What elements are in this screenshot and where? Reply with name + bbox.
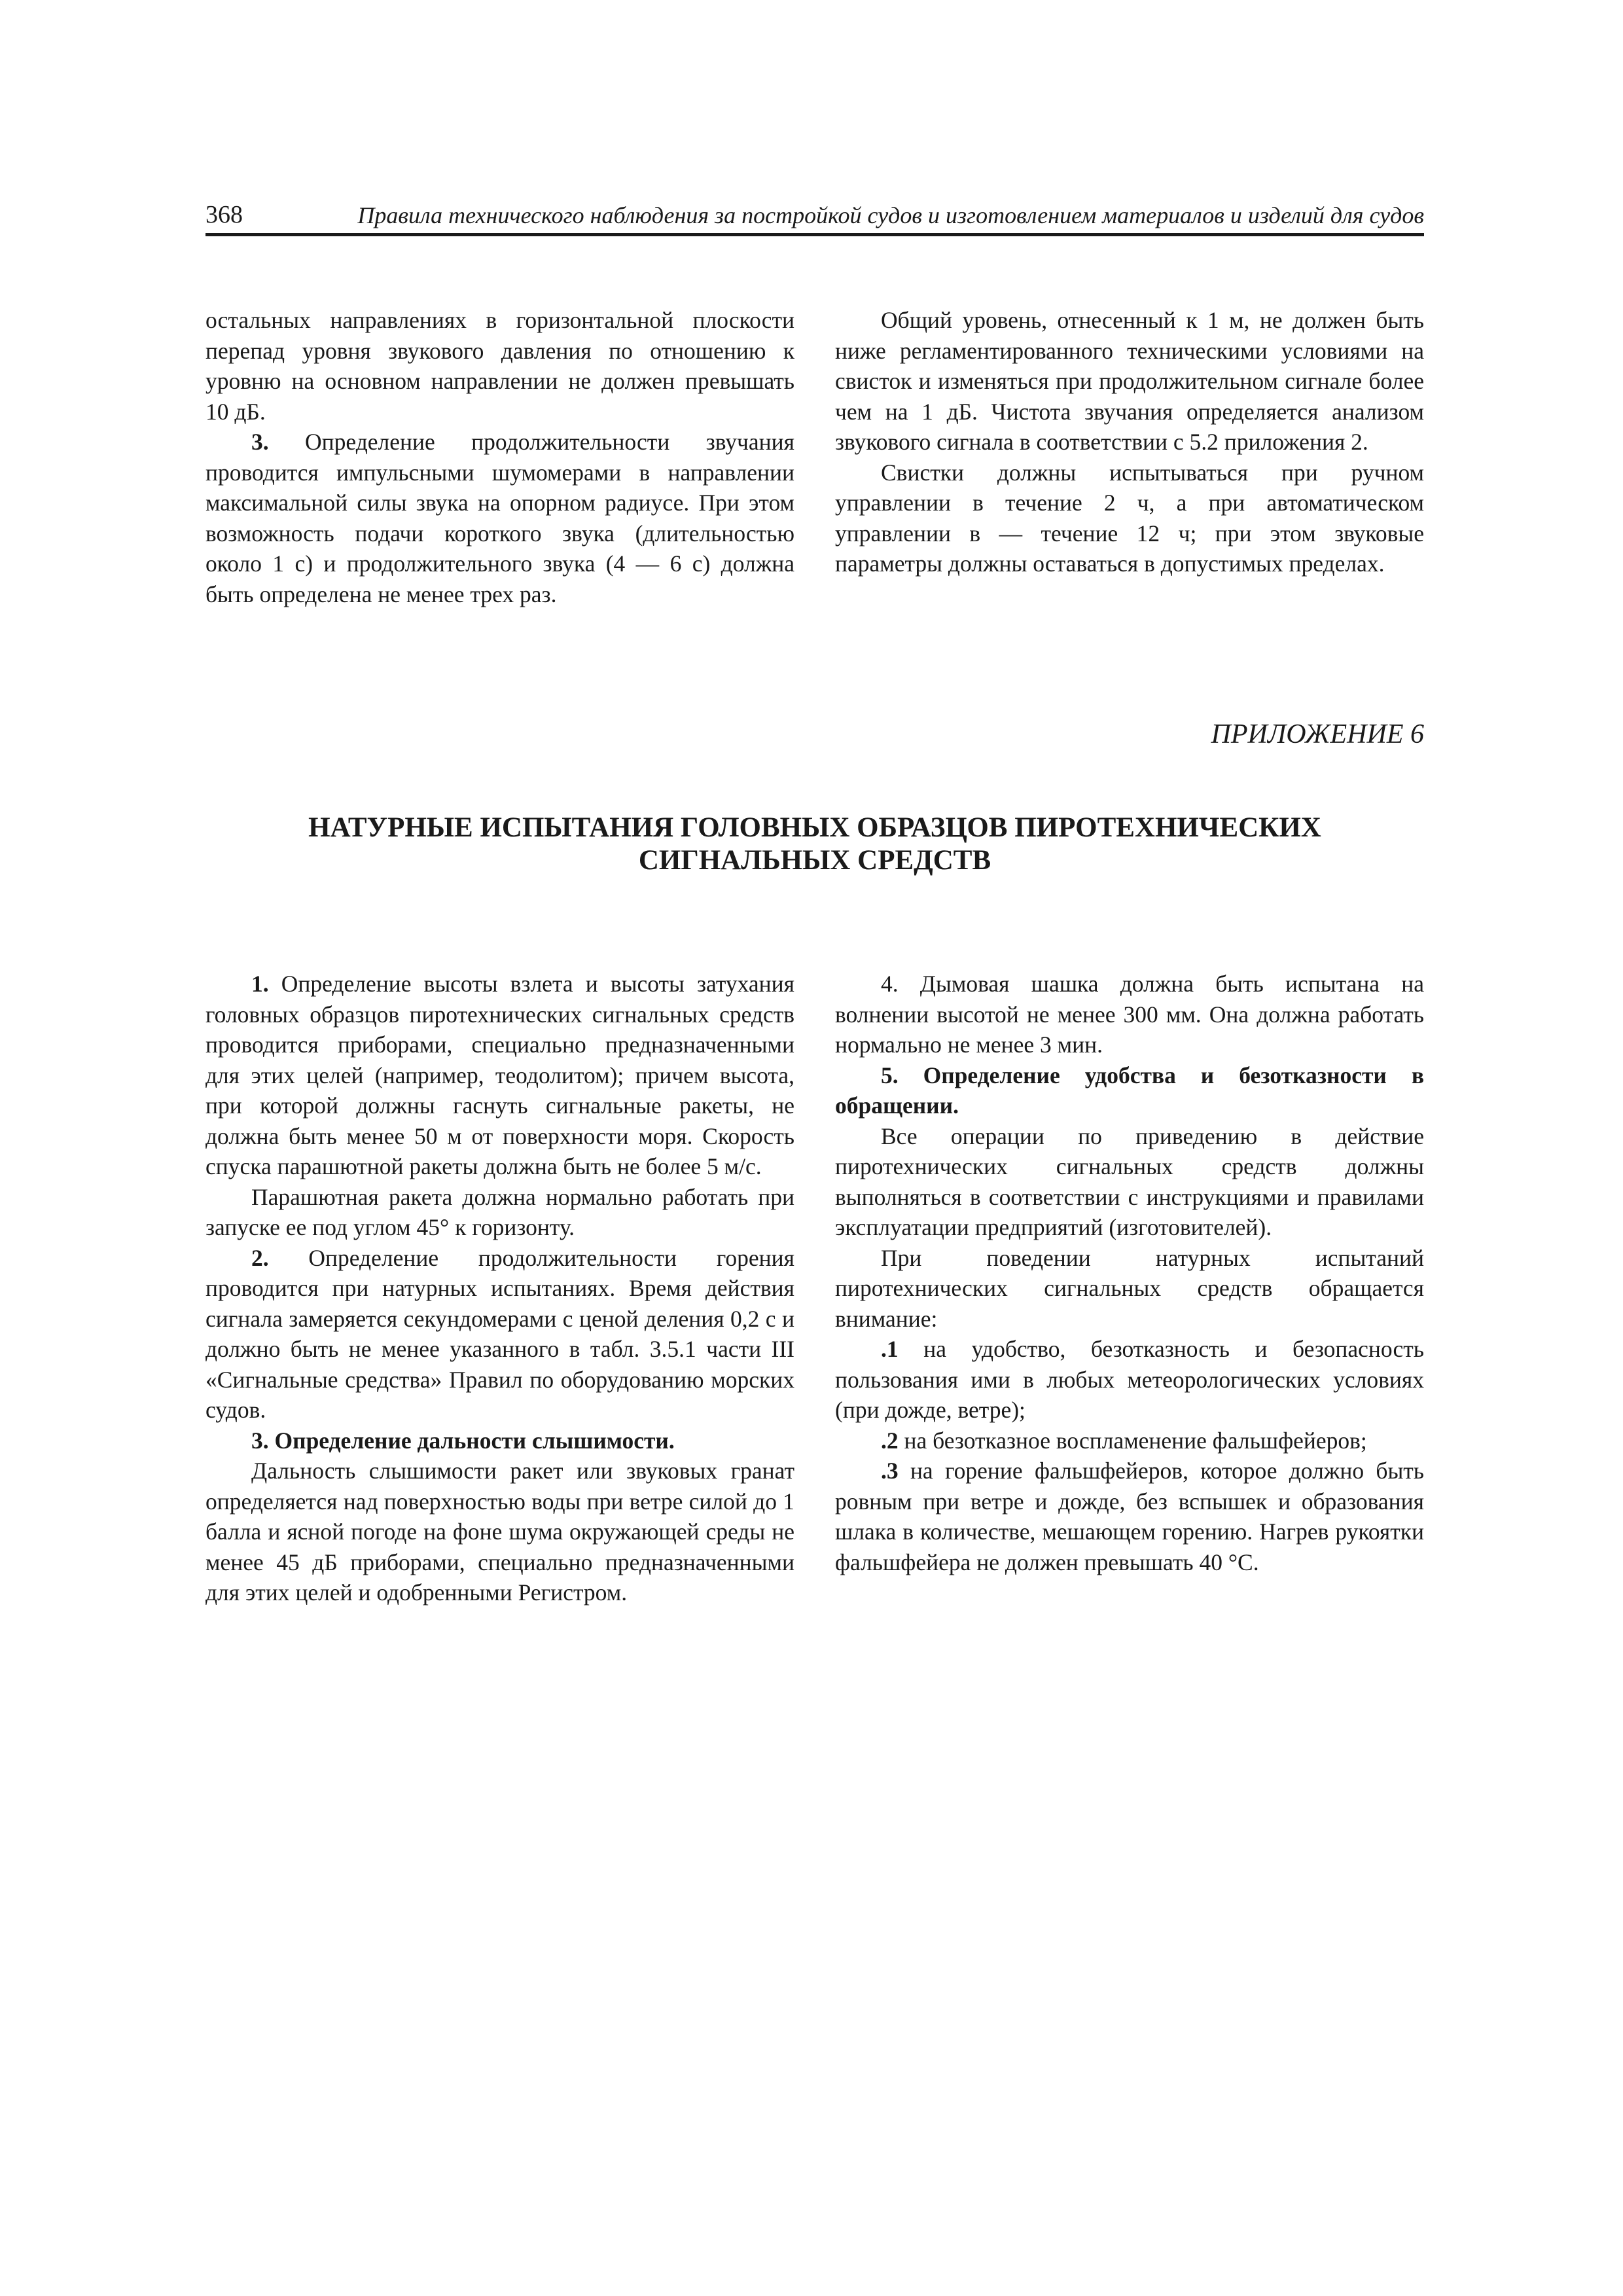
paragraph: 3. Определение продолжительности звучания проводится импульсными шумомерами в направлении максимальной силы звука на опорном радиусе. При этом возможность подачи короткого звука (длительностью около 1 с) и продолжительного звука (4 — 6 с) должна быть определена не менее трех раз. (205, 429, 794, 607)
bottom-right-column (835, 969, 1424, 1577)
appendix-label: ПРИЛОЖЕНИЕ 6 (1211, 719, 1424, 749)
paragraph: Свистки должны испытываться при ручном управлении в течение 2 ч, а при автоматическом управлении в — течение 12 ч; при этом звуковые параметры должны оставаться в допустимых пределах. (835, 459, 1424, 577)
list-item: .1 на удобство, безотказность и безопасность пользования ими в любых метеорологических условиях (при дожде, ветре); (835, 1336, 1424, 1423)
subheading: 5. Определение удобства и безотказности в обращении. (835, 1062, 1424, 1119)
top-right-column (835, 305, 1424, 579)
paragraph: 2. Определение продолжительности горения проводится при натурных испытаниях. Время действия сигнала замеряется секундомерами с ценой деления 0,2 с и должно быть не менее указанного в табл. 3.5.1 части III «Сигнальные средства» Правил по оборудованию морских судов. (205, 1244, 794, 1423)
top-left-column (205, 305, 794, 609)
section-title: НАТУРНЫЕ ИСПЫТАНИЯ ГОЛОВНЫХ ОБРАЗЦОВ ПИРОТЕХНИЧЕСКИХ СИГНАЛЬНЫХ СРЕДСТВ (308, 812, 1321, 876)
list-item: .2 на безотказное воспламенение фальшфейеров; (881, 1427, 1367, 1454)
paragraph: Дальность слышимости ракет или звуковых гранат определяется над поверхностью воды при ветре силой до 1 балла и ясной погоде на фоне шума окружающей среды не менее 45 дБ приборами, специально предназначенными для этих целей и одобренными Регистром. (205, 1458, 794, 1605)
subheading: 3. Определение дальности слышимости. (251, 1427, 675, 1454)
paragraph: Все операции по приведению в действие пиротехнических сигнальных средств должны выполняться в соответствии с инструкциями и правилами эксплуатации предприятий (изготовителей). (835, 1122, 1424, 1240)
list-item: .3 на горение фальшфейеров, которое должно быть ровным при ветре и дожде, без вспышек и образования шлака в количестве, мешающем горению. Нагрев рукоятки фальшфейера не должен превышать 40 °С. (835, 1458, 1425, 1575)
paragraph: При поведении натурных испытаний пиротехнических сигнальных средств обращается внимание: (835, 1244, 1424, 1332)
paragraph: остальных направлениях в горизонтальной плоскости перепад уровня звукового давления по отношению к уровню на основном направлении не должен превышать 10 дБ. (205, 307, 794, 425)
paragraph: Парашютная ракета должна нормально работать при запуске ее под углом 45° к горизонту. (205, 1183, 794, 1240)
page-header (205, 194, 1424, 236)
bottom-left-column (205, 969, 794, 1608)
running-title: Правила технического наблюдения за постройкой судов и изготовлением материалов и изделий для судов (357, 202, 1424, 228)
paragraph: 4. Дымовая шашка должна быть испытана на волнении высотой не менее 300 мм. Она должна работать нормально не менее 3 мин. (835, 971, 1424, 1058)
paragraph: 1. Определение высоты взлета и высоты затухания головных образцов пиротехнических сигнальных средств проводится приборами, специально предназначенными для этих целей (например, теодолитом); причем высота, при которой должны гаснуть сигнальные ракеты, не должна быть менее 50 м от поверхности моря. Скорость спуска парашютной ракеты должна быть не более 5 м/с. (205, 971, 794, 1179)
page-number: 368 (205, 201, 243, 228)
paragraph: Общий уровень, отнесенный к 1 м, не должен быть ниже регламентированного техническими условиями на свисток и изменяться при продолжительном сигнале более чем на 1 дБ. Чистота звучания определяется анализом звукового сигнала в соответствии с 5.2 приложения 2. (835, 307, 1424, 455)
